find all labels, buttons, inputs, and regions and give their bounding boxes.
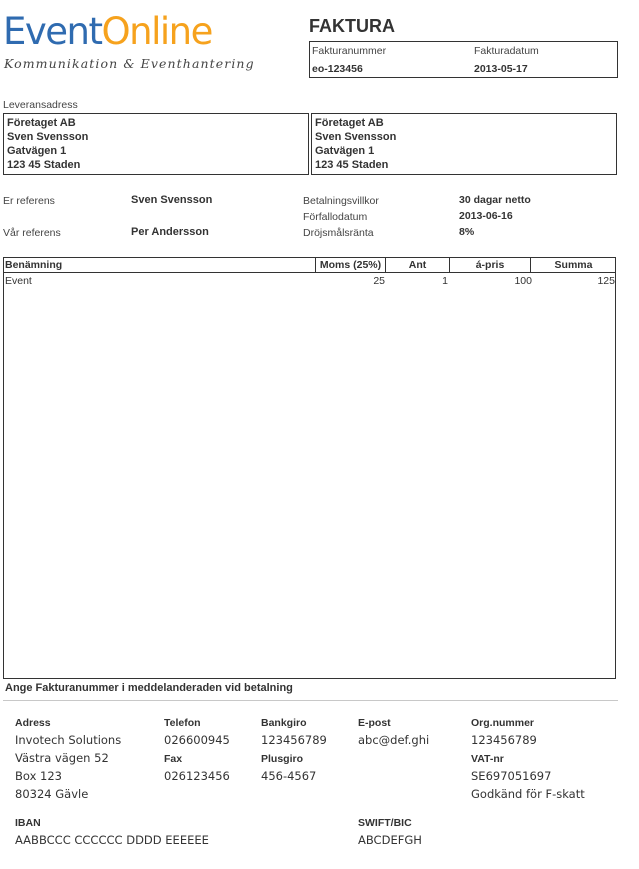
address-line: 123 45 Staden xyxy=(7,159,81,171)
interest-label: Dröjsmålsränta xyxy=(303,227,374,239)
footer-email-label: E-post xyxy=(358,717,391,729)
footer-bankgiro: 123456789 xyxy=(261,733,327,747)
footer-fskatt: Godkänd för F-skatt xyxy=(471,787,585,801)
footer-address-label: Adress xyxy=(15,717,51,729)
interest-value: 8% xyxy=(459,226,475,238)
invoice-number: eo-123456 xyxy=(312,63,363,75)
logo-text-online: Online xyxy=(101,10,212,53)
invoice-items-table xyxy=(3,257,616,679)
footer-bankgiro-label: Bankgiro xyxy=(261,717,307,729)
address-line: Företaget AB xyxy=(7,117,76,129)
footer-address-line: Invotech Solutions xyxy=(15,733,122,747)
footer-phone: 026600945 xyxy=(164,733,230,747)
var-referens-value: Per Andersson xyxy=(131,226,209,238)
footer-org-label: Org.nummer xyxy=(471,717,535,729)
footer-phone-label: Telefon xyxy=(164,717,201,729)
address-line: Sven Svensson xyxy=(7,131,89,143)
col-header-sum: Summa xyxy=(530,258,616,272)
er-referens-label: Er referens xyxy=(3,195,55,207)
cell-vat: 25 xyxy=(373,275,385,287)
table-row xyxy=(4,274,615,288)
cell-unit-price: 100 xyxy=(514,275,532,287)
cell-description: Event xyxy=(5,275,32,287)
var-referens-label: Vår referens xyxy=(3,227,61,239)
footer-org: 123456789 xyxy=(471,733,537,747)
logo-text-event: Event xyxy=(3,10,102,53)
address-line: 123 45 Staden xyxy=(315,159,389,171)
footer-address-line: Västra vägen 52 xyxy=(15,751,109,765)
address-line: Gatvägen 1 xyxy=(315,145,375,157)
footer-swift-label: SWIFT/BIC xyxy=(358,817,412,829)
col-header-unit-price: á-pris xyxy=(449,258,530,272)
footer-plusgiro-label: Plusgiro xyxy=(261,753,304,765)
payment-terms-label: Betalningsvillkor xyxy=(303,195,379,207)
address-line: Gatvägen 1 xyxy=(7,145,67,157)
footer-address xyxy=(15,731,121,803)
er-referens-value: Sven Svensson xyxy=(131,194,213,206)
col-header-description: Benämning xyxy=(5,259,63,271)
table-header xyxy=(4,258,615,273)
cell-sum: 125 xyxy=(597,275,615,287)
footer-plusgiro: 456-4567 xyxy=(261,769,317,783)
footer-iban: AABBCCC CCCCCC DDDD EEEEEE xyxy=(15,833,209,847)
delivery-address-left xyxy=(3,113,309,175)
due-date-value: 2013-06-16 xyxy=(459,210,513,222)
due-date-label: Förfallodatum xyxy=(303,211,368,223)
footer-vat: SE697051697 xyxy=(471,769,552,783)
delivery-address-label: Leveransadress xyxy=(3,99,78,111)
footer-divider xyxy=(3,700,618,701)
address-line: Företaget AB xyxy=(315,117,384,129)
col-header-vat: Moms (25%) xyxy=(315,258,385,272)
invoice-date: 2013-05-17 xyxy=(474,63,528,75)
footer-iban-label: IBAN xyxy=(15,817,41,829)
footer-address-line: Box 123 xyxy=(15,769,62,783)
footer-address-line: 80324 Gävle xyxy=(15,787,89,801)
company-logo xyxy=(3,10,212,54)
footer-fax-label: Fax xyxy=(164,753,183,765)
footer-email: abc@def.ghi xyxy=(358,733,430,747)
footer-swift: ABCDEFGH xyxy=(358,833,422,847)
delivery-address-right xyxy=(311,113,617,175)
invoice-number-label: Fakturanummer xyxy=(312,45,387,57)
footer-fax: 026123456 xyxy=(164,769,230,783)
invoice-header-box xyxy=(309,41,618,78)
cell-quantity: 1 xyxy=(442,275,448,287)
col-header-quantity: Ant xyxy=(385,258,449,272)
invoice-date-label: Fakturadatum xyxy=(474,45,539,57)
payment-terms-value: 30 dagar netto xyxy=(459,194,531,206)
logo-tagline: Kommunikation & Eventhantering xyxy=(4,56,255,71)
footer-vat-label: VAT-nr xyxy=(471,753,504,765)
invoice-title: FAKTURA xyxy=(309,16,395,36)
address-line: Sven Svensson xyxy=(315,131,397,143)
payment-note: Ange Fakturanummer i meddelanderaden vid betalning xyxy=(5,682,293,694)
